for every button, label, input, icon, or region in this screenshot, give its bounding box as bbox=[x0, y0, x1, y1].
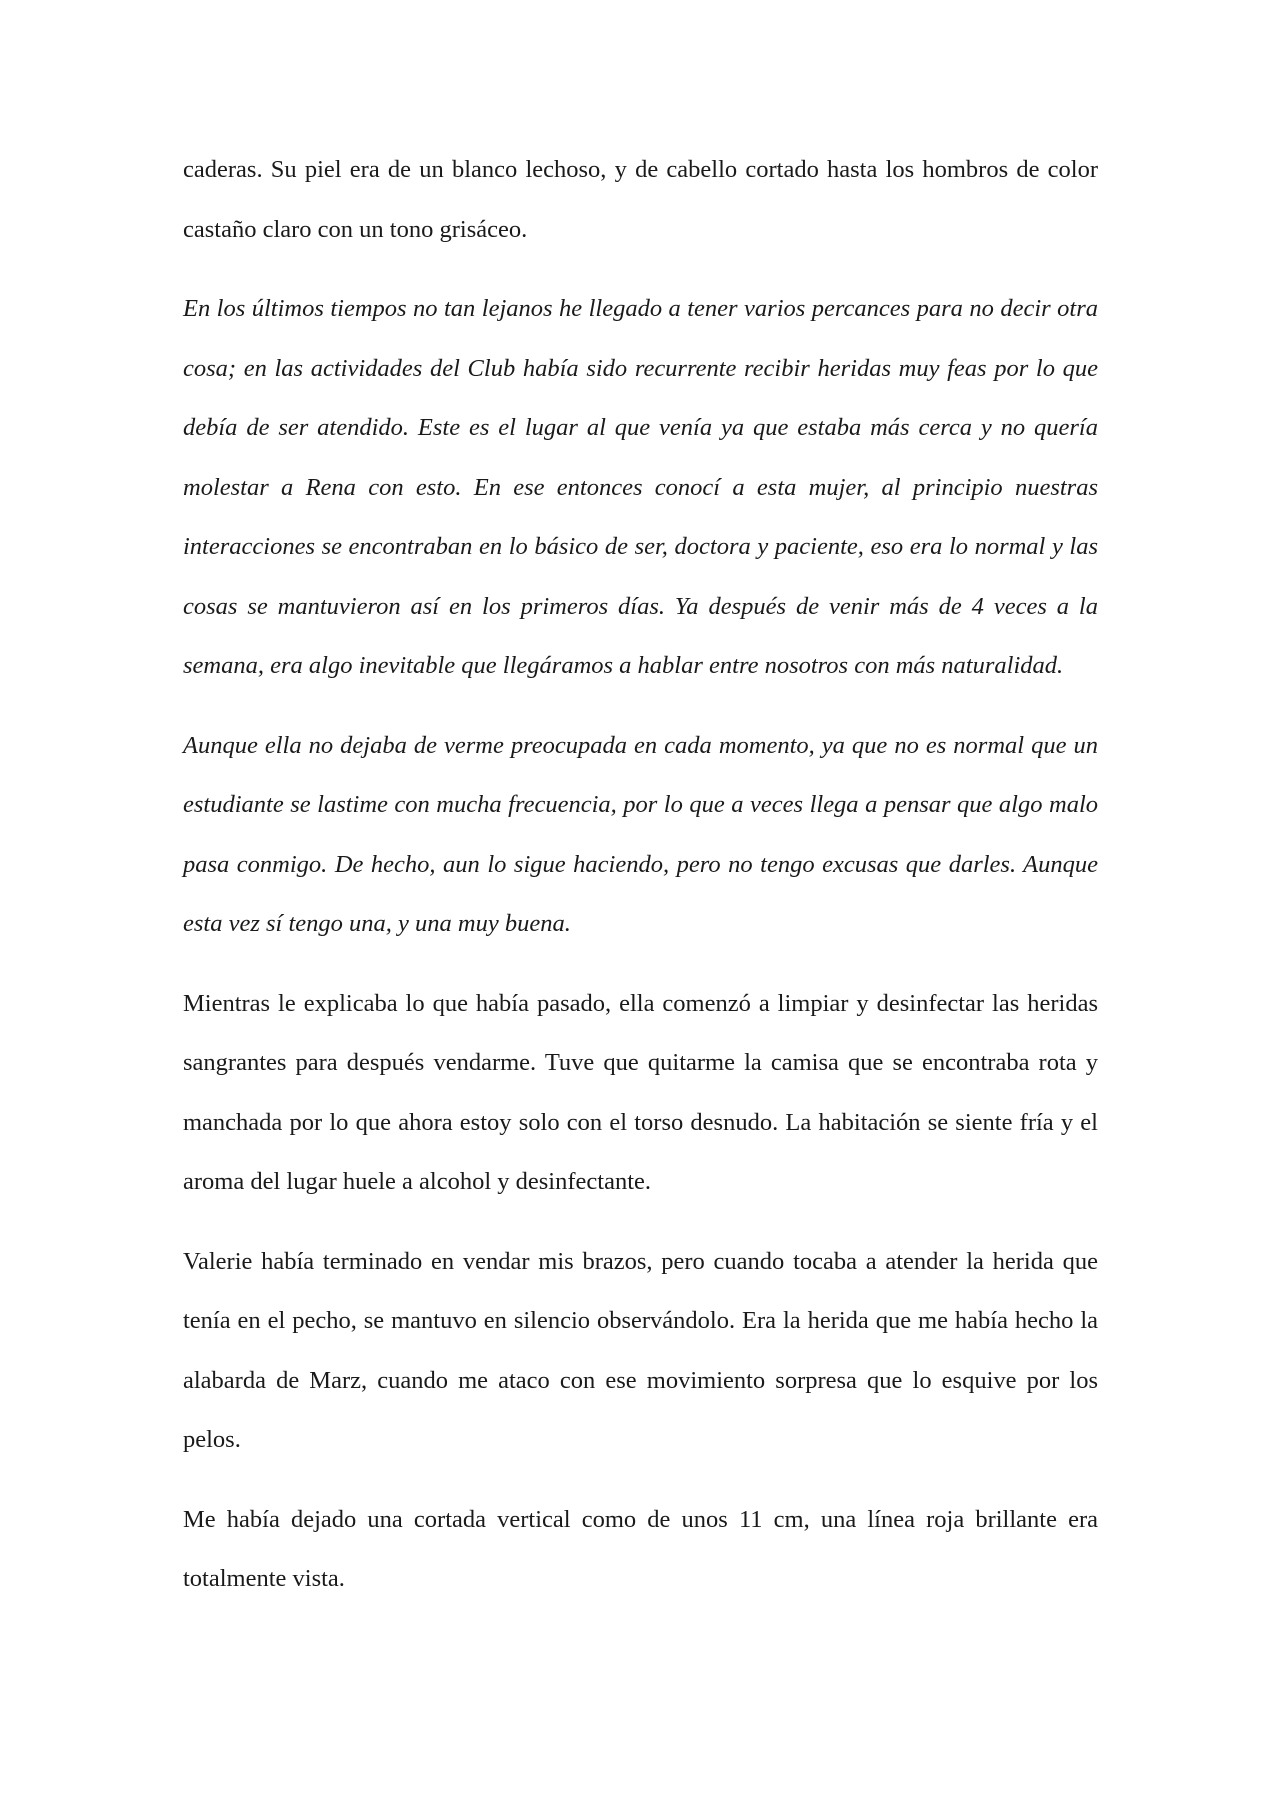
document-body bbox=[183, 140, 1098, 1629]
paragraph-6: Me había dejado una cortada vertical como de unos 11 cm, una línea roja brillante era totalmente vista. bbox=[183, 1505, 1098, 1592]
paragraph-5: Valerie había terminado en vendar mis brazos, pero cuando tocaba a atender la herida que tenía en el pecho, se mantuvo en silencio observándolo. Era la herida que me había hecho la alabarda de Marz, cuando me ataco con ese movimiento sorpresa que lo esquive por los pelos. bbox=[183, 1247, 1098, 1453]
paragraph-4: Mientras le explicaba lo que había pasado, ella comenzó a limpiar y desinfectar las heridas sangrantes para después vendarme. Tuve que quitarme la camisa que se encontraba rota y manchada por lo que ahora estoy solo con el torso desnudo. La habitación se siente fría y el aroma del lugar huele a alcohol y desinfectante. bbox=[183, 989, 1098, 1195]
paragraph-2: En los últimos tiempos no tan lejanos he llegado a tener varios percances para no decir otra cosa; en las actividades del Club había sido recurrente recibir heridas muy feas por lo que debía de ser atendido. Este es el lugar al que venía ya que estaba más cerca y no quería molestar a Rena con esto. En ese entonces conocí a esta mujer, al principio nuestras interacciones se encontraban en lo básico de ser, doctora y paciente, eso era lo normal y las cosas se mantuvieron así en los primeros días. Ya después de venir más de 4 veces a la semana, era algo inevitable que llegáramos a hablar entre nosotros con más naturalidad. bbox=[183, 295, 1098, 679]
paragraph-1: caderas. Su piel era de un blanco lechoso, y de cabello cortado hasta los hombros de color castaño claro con un tono grisáceo. bbox=[183, 156, 1098, 243]
paragraph-3: Aunque ella no dejaba de verme preocupada en cada momento, ya que no es normal que un estudiante se lastime con mucha frecuencia, por lo que a veces llega a pensar que algo malo pasa conmigo. De hecho, aun lo sigue haciendo, pero no tengo excusas que darles. Aunque esta vez sí tengo una, y una muy buena. bbox=[183, 731, 1098, 937]
